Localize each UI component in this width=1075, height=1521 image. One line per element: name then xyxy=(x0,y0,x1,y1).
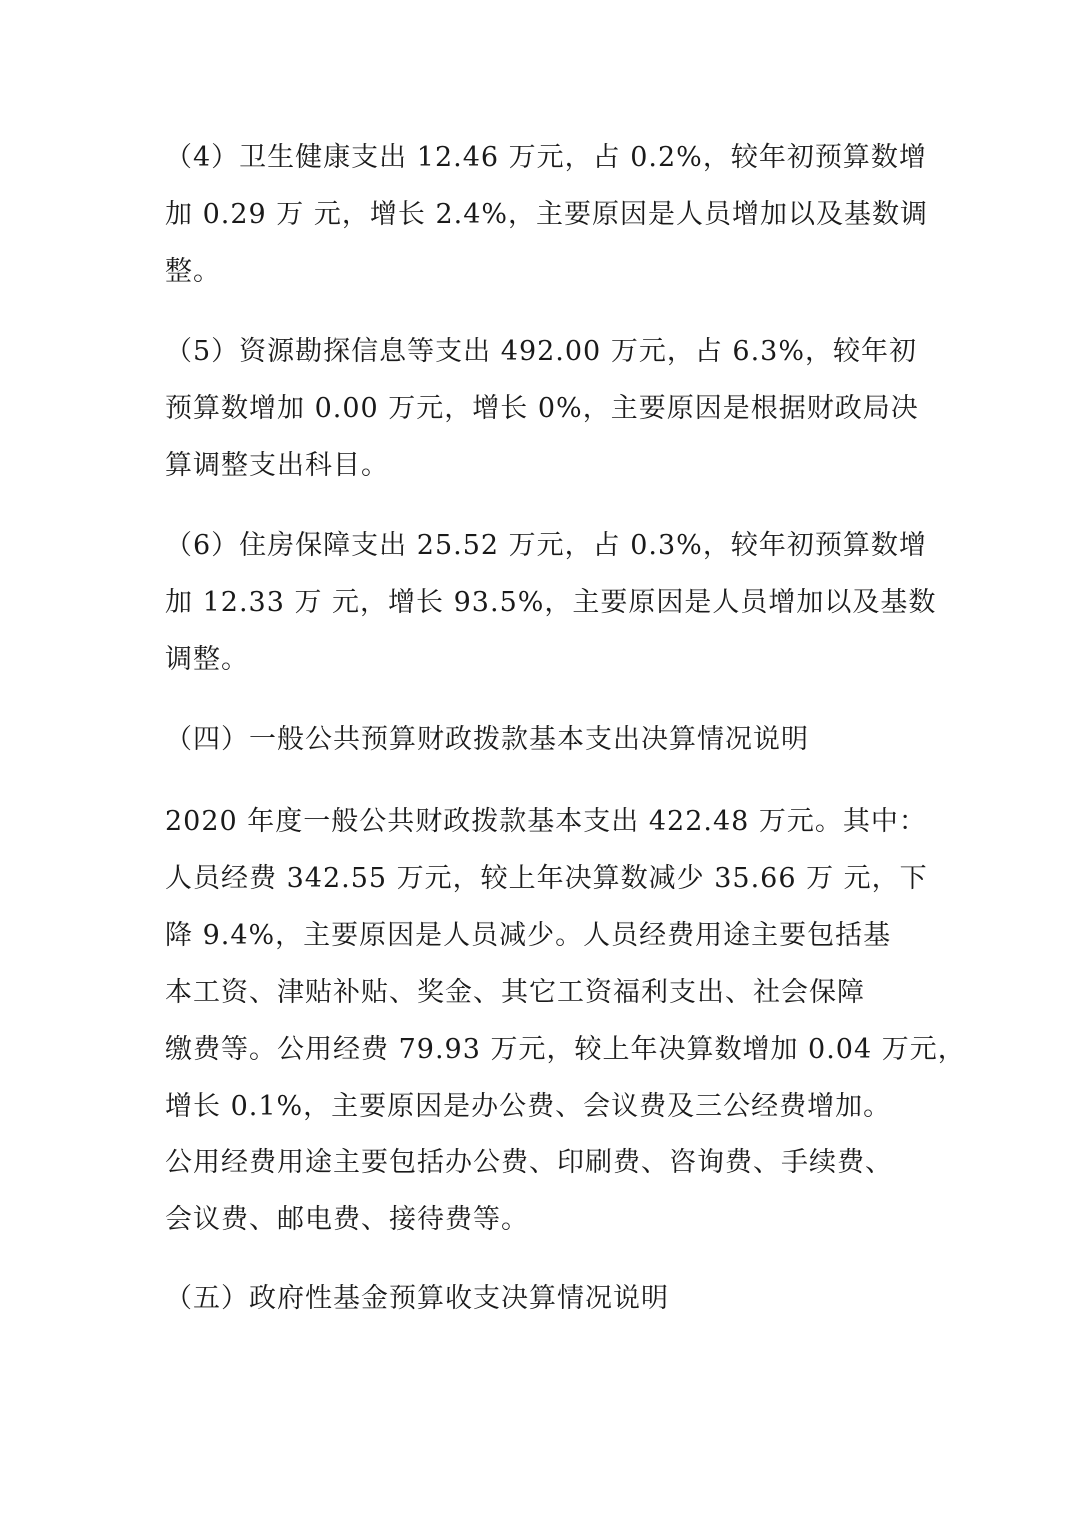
section-4-body-line-2: 人员经费 342.55 万元，较上年决算数减少 35.66 万 元，下 xyxy=(165,863,928,894)
paragraph-5-line-1: （5）资源勘探信息等支出 492.00 万元，占 6.3%，较年初 xyxy=(165,336,917,367)
paragraph-6-line-3: 调整。 xyxy=(165,644,249,675)
paragraph-4-line-1: （4）卫生健康支出 12.46 万元，占 0.2%，较年初预算数增 xyxy=(165,142,927,173)
section-5-heading: （五）政府性基金预算收支决算情况说明 xyxy=(165,1283,669,1314)
paragraph-4-line-3: 整。 xyxy=(165,256,221,287)
section-4-body-line-4: 本工资、津贴补贴、奖金、其它工资福利支出、社会保障 xyxy=(165,977,865,1008)
section-4-body-line-1: 2020 年度一般公共财政拨款基本支出 422.48 万元。其中： xyxy=(165,806,927,837)
section-4-body-line-5: 缴费等。公用经费 79.93 万元，较上年决算数增加 0.04 万元， xyxy=(165,1034,966,1065)
paragraph-4-line-2: 加 0.29 万 元，增长 2.4%，主要原因是人员增加以及基数调 xyxy=(165,199,929,230)
paragraph-6-line-1: （6）住房保障支出 25.52 万元，占 0.3%，较年初预算数增 xyxy=(165,530,927,561)
paragraph-5-line-3: 算调整支出科目。 xyxy=(165,450,389,481)
paragraph-5-line-2: 预算数增加 0.00 万元，增长 0%，主要原因是根据财政局决 xyxy=(165,393,919,424)
section-4-body-line-3: 降 9.4%，主要原因是人员减少。人员经费用途主要包括基 xyxy=(165,920,892,951)
section-4-heading: （四）一般公共预算财政拨款基本支出决算情况说明 xyxy=(165,724,809,755)
section-4-body-line-8: 会议费、邮电费、接待费等。 xyxy=(165,1204,529,1235)
paragraph-6-line-2: 加 12.33 万 元，增长 93.5%，主要原因是人员增加以及基数 xyxy=(165,587,937,618)
section-4-body-line-6: 增长 0.1%，主要原因是办公费、会议费及三公经费增加。 xyxy=(165,1091,892,1122)
section-4-body-line-7: 公用经费用途主要包括办公费、印刷费、咨询费、手续费、 xyxy=(165,1147,893,1178)
